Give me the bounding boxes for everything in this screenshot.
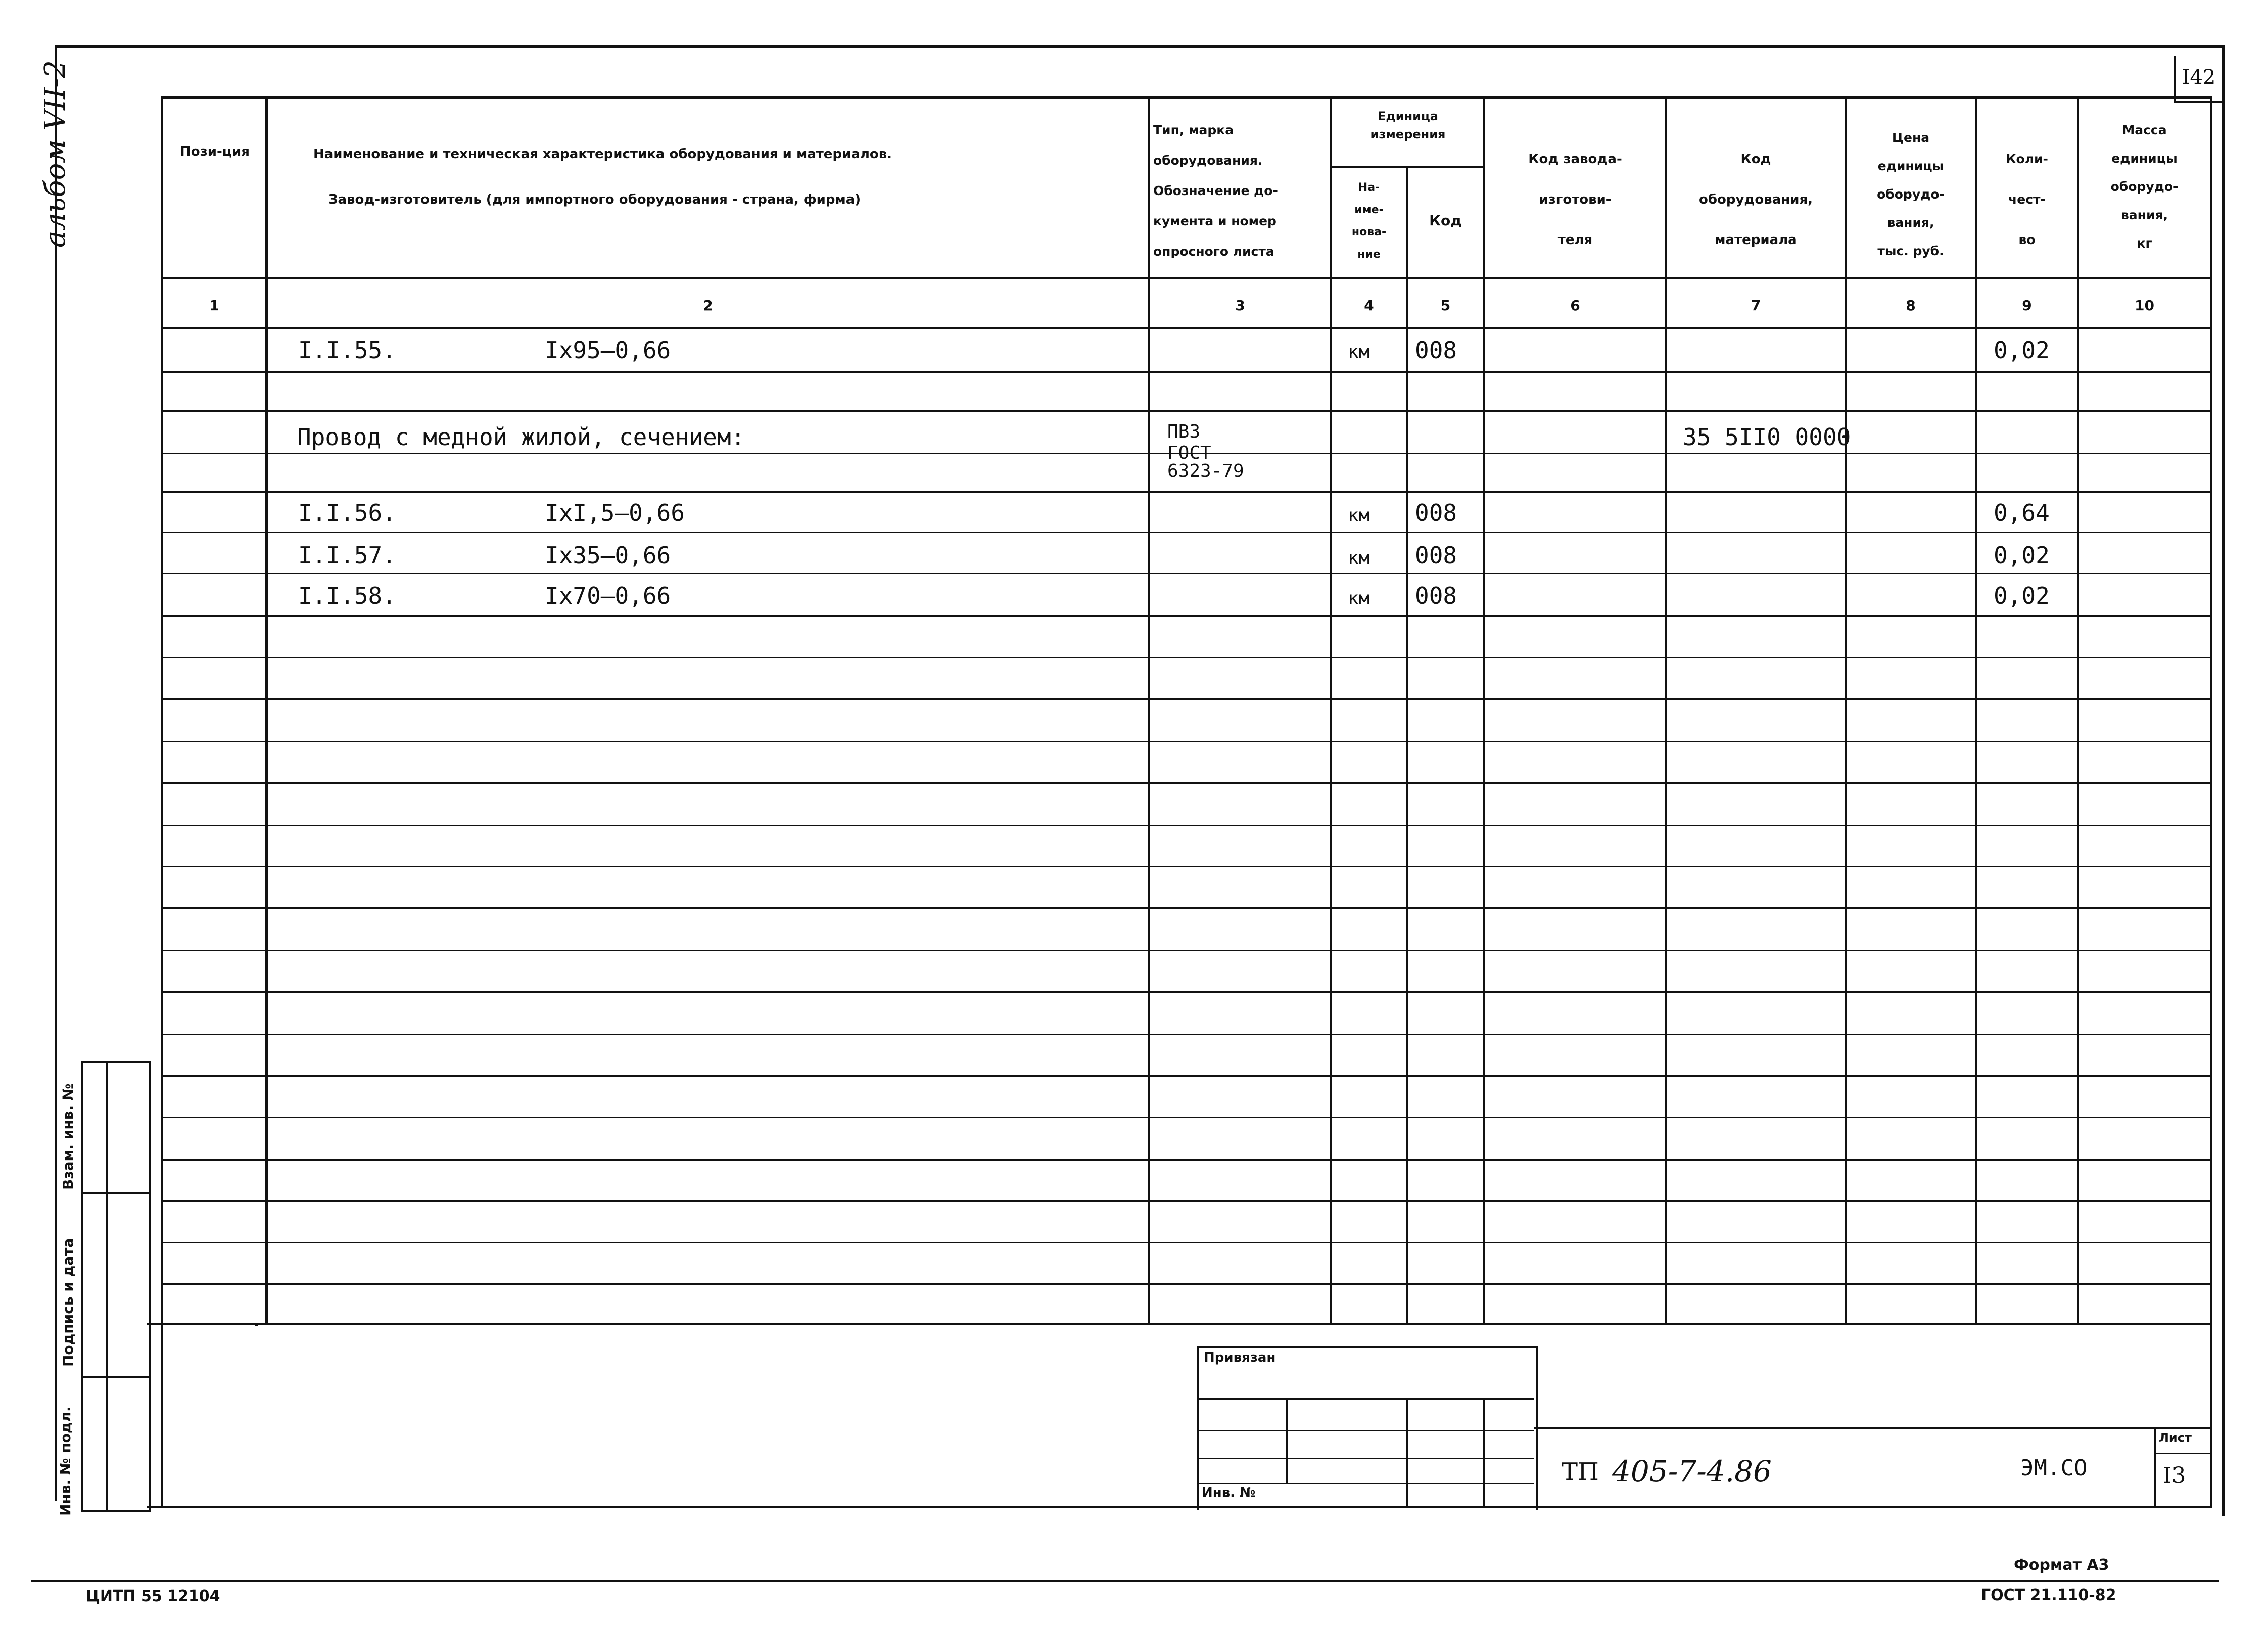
- header-manuf-code: [1485, 139, 1665, 260]
- header-mass-l3: оборудо-: [2110, 179, 2179, 194]
- header-qty-l3: во: [2018, 232, 2036, 247]
- footer-format: Формат А3: [2014, 1556, 2109, 1574]
- row-rule: [161, 1200, 2212, 1202]
- row-rule: [161, 1075, 2212, 1077]
- row-unit: км: [1348, 505, 1370, 526]
- row-rule: [161, 657, 2212, 658]
- header-price: [1847, 124, 1975, 265]
- colnum-6: 6: [1570, 297, 1580, 314]
- header-price-l5: тыс. руб.: [1877, 244, 1944, 258]
- page-number: I42: [2182, 66, 2216, 89]
- header-mass-l2: единицы: [2111, 151, 2178, 166]
- row-unit: км: [1348, 588, 1370, 609]
- header-type-l4: кумента и номер: [1153, 214, 1277, 228]
- header-position-label: Пози-ция: [180, 144, 250, 159]
- side-stamp-inv: Инв. № подл.: [57, 1406, 74, 1516]
- row-type-l2: ГОСТ: [1167, 443, 1211, 463]
- row-position: I.I.57.: [298, 542, 396, 569]
- header-manuf-l3: теля: [1557, 232, 1593, 248]
- row-qty: 0,02: [1994, 336, 2050, 364]
- privyazan-grid-v1: [1286, 1398, 1288, 1484]
- row-qty: 0,02: [1994, 542, 2050, 569]
- side-stamp-h2: [83, 1376, 149, 1378]
- row-spec: IxI,5—0,66: [545, 499, 685, 526]
- row-rule: [161, 1283, 2212, 1285]
- col-line-1: [265, 96, 268, 1324]
- table-top: [161, 96, 2212, 99]
- colnum-4: 4: [1364, 297, 1374, 314]
- header-mass-l1: Масса: [2122, 123, 2167, 137]
- colnum-7: 7: [1751, 297, 1761, 314]
- header-mass-l5: кг: [2137, 236, 2152, 251]
- header-manuf-l2: изготови-: [1539, 192, 1612, 207]
- row-position: I.I.58.: [298, 582, 396, 609]
- row-rule: [161, 532, 2212, 533]
- row-position: I.I.56.: [298, 499, 396, 526]
- header-type-l5: опросного листа: [1153, 244, 1274, 259]
- outer-frame-top: [56, 45, 2224, 48]
- colnum-8: 8: [1906, 297, 1916, 314]
- privyazan-label: Привязан: [1204, 1350, 1276, 1365]
- col-line-4: [1406, 167, 1408, 1324]
- row-rule: [161, 1159, 2212, 1161]
- row-rule: [161, 782, 2212, 784]
- row-unit: км: [1348, 548, 1370, 568]
- header-price-l3: оборудо-: [1877, 187, 1945, 202]
- header-type-l3: Обозначение до-: [1153, 183, 1278, 198]
- header-unit-l1: Единица: [1378, 109, 1438, 123]
- header-price-l2: единицы: [1877, 159, 1944, 173]
- colnum-bottom-line: [161, 327, 2212, 329]
- row-code: 008: [1415, 582, 1457, 609]
- header-unit-name-l4: ние: [1357, 248, 1381, 261]
- header-equip-l3: материала: [1715, 232, 1797, 248]
- colnum-9: 9: [2022, 297, 2032, 314]
- row-rule: [161, 698, 2212, 700]
- row-rule: [161, 991, 2212, 993]
- row-qty: 0,64: [1994, 499, 2050, 526]
- table-right: [2210, 96, 2212, 1508]
- side-stamp: [81, 1061, 151, 1512]
- col-line-5: [1483, 96, 1485, 1324]
- header-position: [167, 141, 263, 162]
- header-type: [1153, 115, 1328, 267]
- row-code: 008: [1415, 542, 1457, 569]
- header-price-l1: Цена: [1892, 130, 1930, 145]
- bottom-border: [31, 1580, 2219, 1582]
- row-type-l3: 6323-79: [1167, 461, 1244, 481]
- colnum-5: 5: [1440, 297, 1451, 314]
- row-rule: [161, 1117, 2212, 1118]
- header-equip-l1: Код: [1740, 152, 1771, 167]
- row-spec: Ix35—0,66: [545, 542, 671, 569]
- row-rule: [161, 410, 2212, 412]
- row-code: 008: [1415, 336, 1457, 364]
- col-line-3: [1330, 96, 1332, 1324]
- row-rule: [161, 1242, 2212, 1243]
- header-type-l2: оборудования.: [1153, 153, 1263, 168]
- colnum-10: 10: [2135, 297, 2154, 314]
- row-rule: [161, 1034, 2212, 1035]
- col-line-9: [2077, 96, 2079, 1324]
- header-unit-code: Код: [1429, 212, 1462, 229]
- row-type-l1: ПВ3: [1167, 421, 1201, 442]
- header-qty: [1977, 139, 2077, 260]
- footer-gost: ГОСТ 21.110-82: [1981, 1586, 2116, 1604]
- header-unit-name: [1332, 177, 1406, 266]
- header-type-l1: Тип, марка: [1153, 123, 1234, 137]
- row-rule: [161, 615, 2212, 617]
- tp-prefix: ТП: [1562, 1458, 1599, 1486]
- col-line-6: [1665, 96, 1667, 1324]
- header-unit-name-l2: име-: [1354, 204, 1384, 216]
- outer-frame-right: [2222, 45, 2225, 1516]
- row-qty: 0,02: [1994, 582, 2050, 609]
- header-price-l4: вания,: [1887, 215, 1934, 230]
- unit-split-line: [1330, 166, 1485, 168]
- header-unit-l2: измерения: [1370, 127, 1446, 141]
- doc-code: ЭМ.СО: [2020, 1455, 2088, 1481]
- list-number: I3: [2163, 1463, 2186, 1488]
- col-line-2: [1148, 96, 1150, 1324]
- row-rule: [161, 371, 2212, 373]
- side-stamp-podpis: Подпись и дата: [60, 1238, 76, 1367]
- inv-label: Инв. №: [1202, 1485, 1256, 1501]
- header-qty-l2: чест-: [2008, 192, 2046, 207]
- header-unit-name-l1: На-: [1358, 181, 1380, 194]
- header-equip-l2: оборудования,: [1698, 192, 1813, 207]
- header-name-line1: Наименование и техническая характеристика оборудования и материалов.: [313, 147, 892, 162]
- side-stamp-col-divider: [106, 1063, 108, 1510]
- row-equip-code: 35 5II0 0000: [1683, 423, 1851, 451]
- privyazan-grid-v2: [1406, 1398, 1408, 1507]
- row-unit: км: [1348, 342, 1370, 362]
- outer-frame-left: [55, 45, 57, 1501]
- colnum-3: 3: [1235, 297, 1245, 314]
- row-code: 008: [1415, 499, 1457, 526]
- header-unit-name-l3: нова-: [1351, 226, 1387, 238]
- row-rule: [161, 573, 2212, 574]
- colnum-1: 1: [209, 297, 219, 314]
- side-stamp-h1: [83, 1192, 149, 1194]
- margin-note: альбом VII-2: [39, 60, 72, 248]
- header-mass-l4: вания,: [2120, 208, 2168, 222]
- list-box-divider-v: [2154, 1427, 2156, 1507]
- row-rule: [161, 825, 2212, 826]
- row-rule: [161, 491, 2212, 493]
- row-rule: [161, 950, 2212, 951]
- colnum-2: 2: [703, 297, 713, 314]
- header-mass: [2079, 116, 2210, 258]
- header-equip-code: [1667, 139, 1845, 260]
- header-name-line2: Завод-изготовитель (для импортного оборудования - страна, фирма): [328, 192, 861, 207]
- col-line-7: [1845, 96, 1847, 1324]
- tp-number: 405-7-4.86: [1612, 1454, 1772, 1488]
- group-title: Провод с медной жилой, сечением:: [297, 423, 745, 451]
- row-rule: [161, 866, 2212, 867]
- footer-left: ЦИТП 55 12104: [86, 1587, 220, 1605]
- header-unit: [1332, 107, 1484, 143]
- row-spec: Ix70—0,66: [545, 582, 671, 609]
- header-qty-l1: Коли-: [2006, 152, 2048, 166]
- list-label: Лист: [2159, 1431, 2192, 1445]
- table-bottom-body: [147, 1323, 2212, 1325]
- header-manuf-l1: Код завода-: [1528, 152, 1622, 167]
- row-rule: [161, 741, 2212, 742]
- row-position: I.I.55.: [298, 336, 396, 364]
- header-bottom-line: [161, 277, 2212, 279]
- privyazan-grid-v3: [1483, 1398, 1485, 1507]
- row-spec: Ix95—0,66: [545, 336, 671, 364]
- side-stamp-vzam: Взам. инв. №: [60, 1083, 76, 1190]
- col-line-1b: [255, 1323, 258, 1326]
- list-box-divider-h: [2154, 1453, 2210, 1454]
- col-line-8: [1975, 96, 1977, 1324]
- row-rule: [161, 907, 2212, 909]
